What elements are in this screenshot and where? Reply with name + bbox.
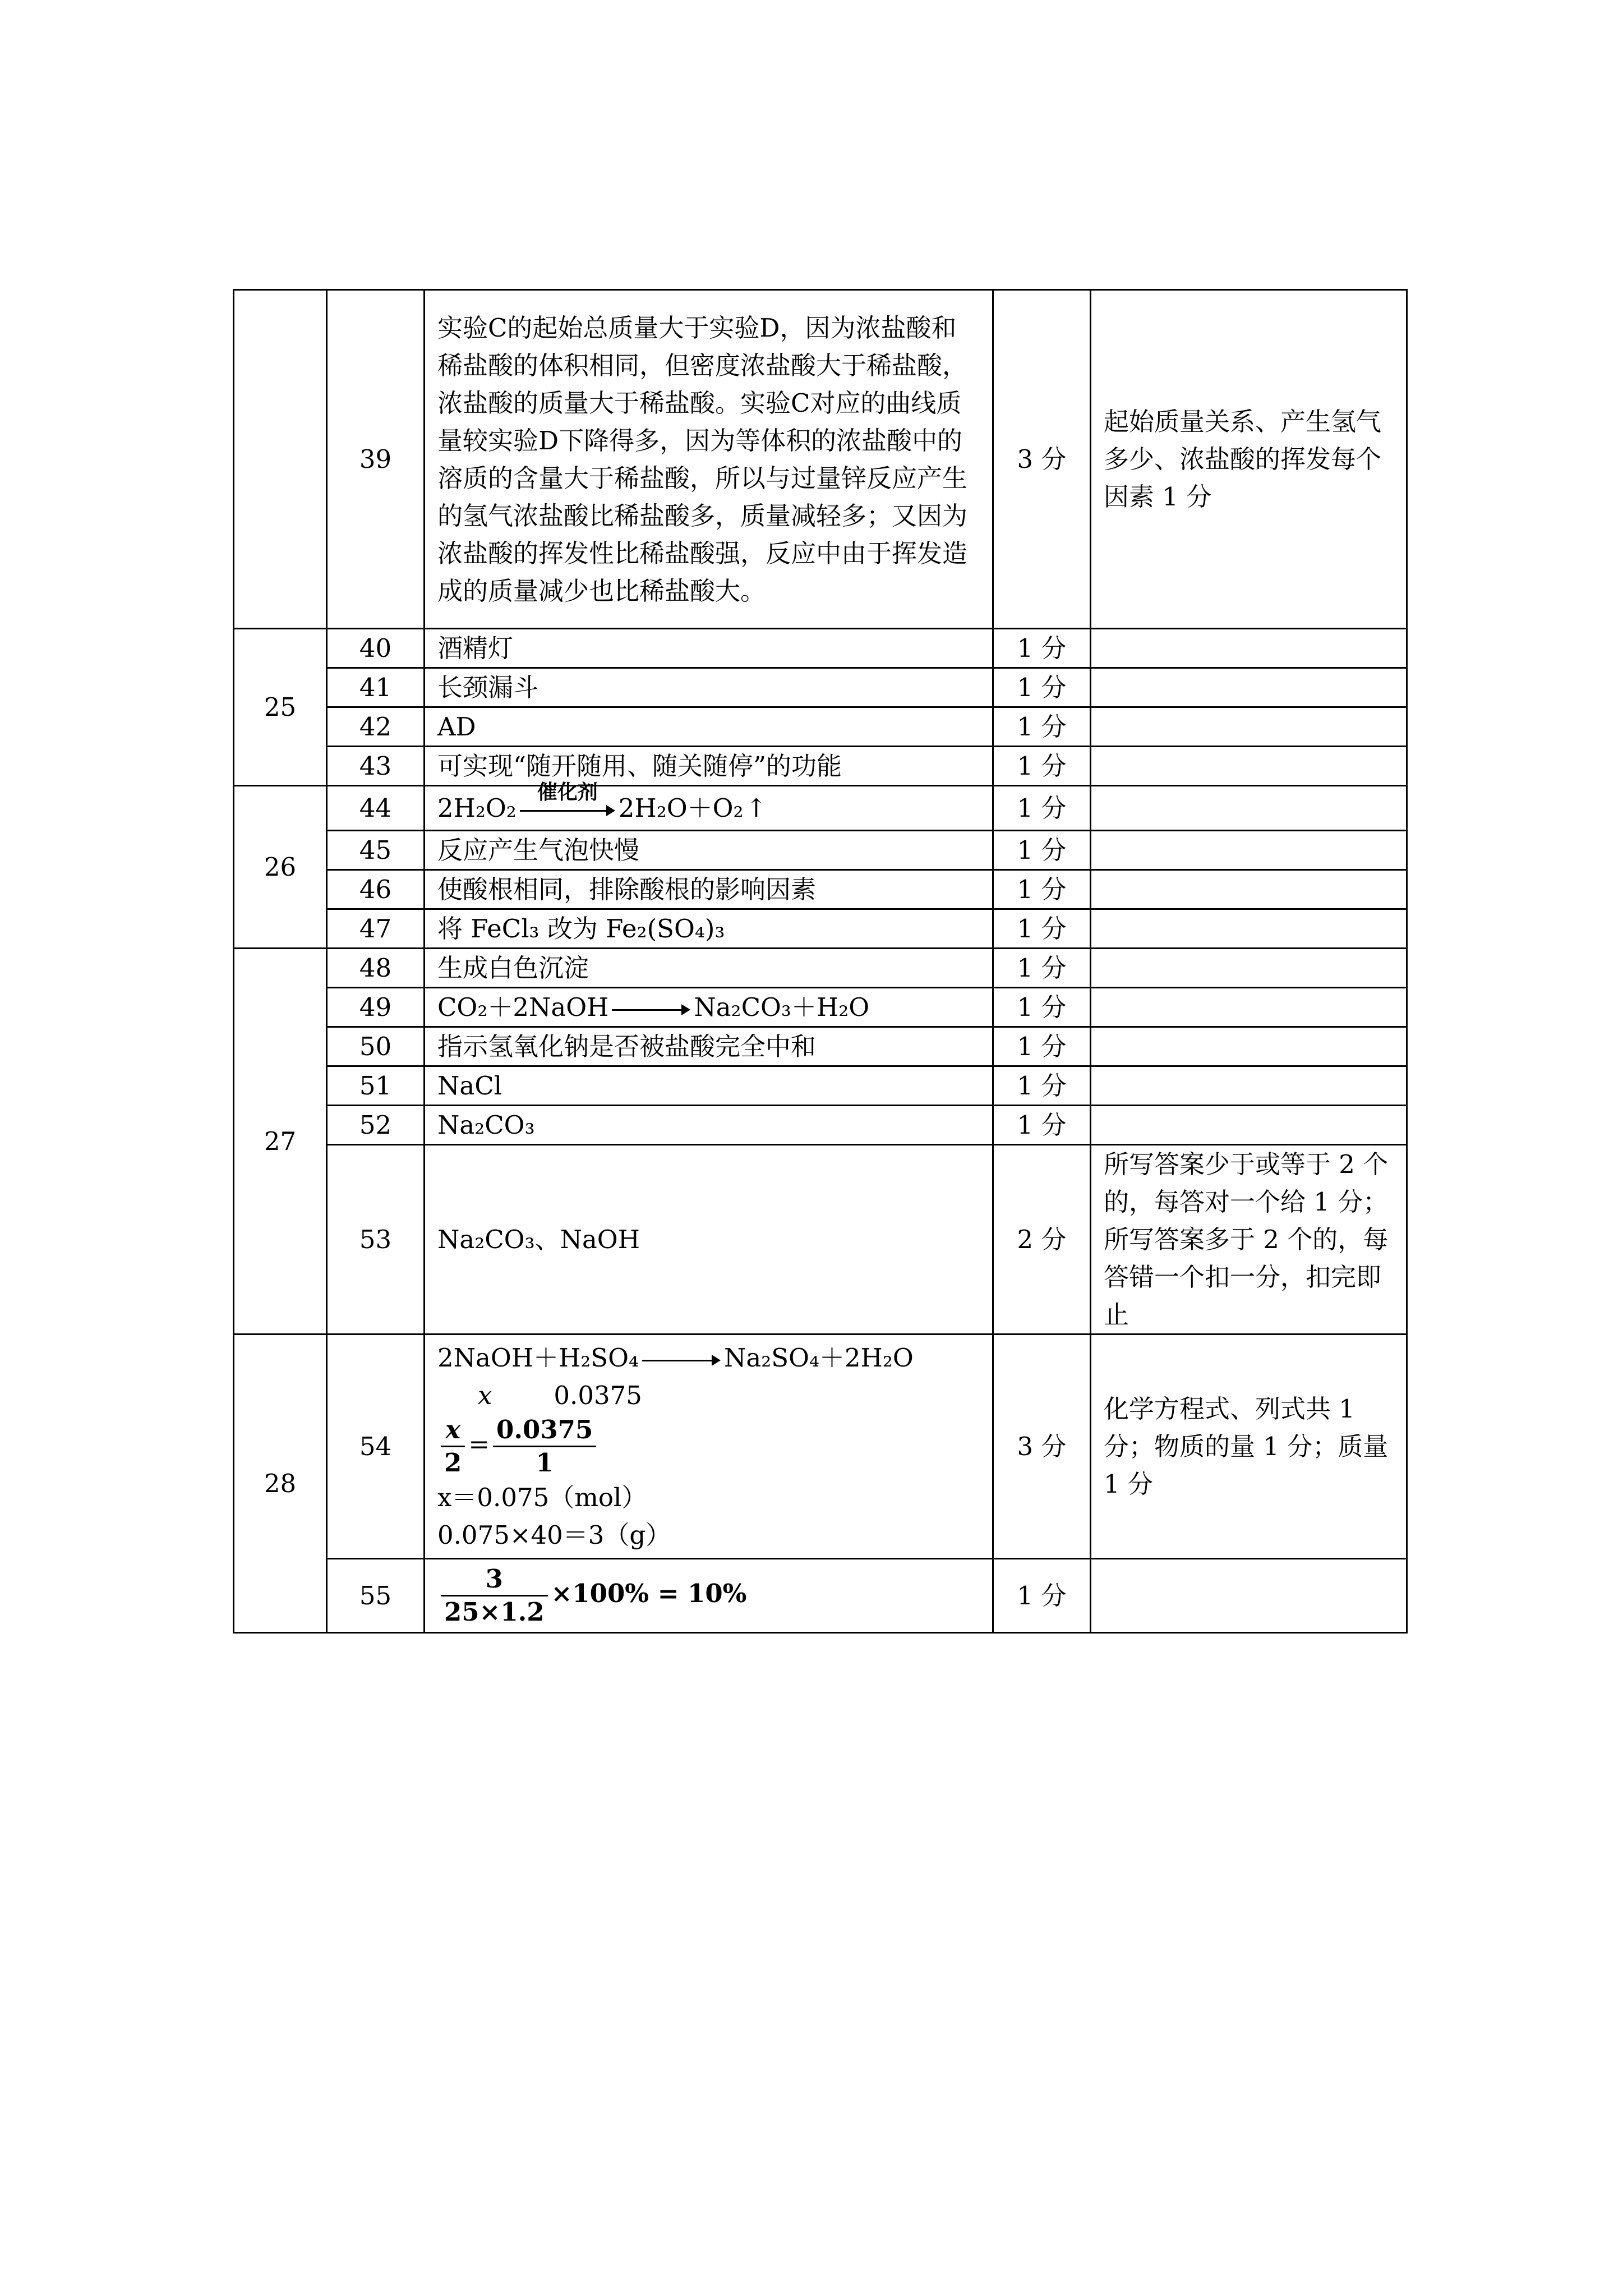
remark [1091,629,1407,668]
remark [1091,988,1407,1027]
score: 1 分 [993,668,1091,707]
answer-table [233,289,1408,1634]
result-moles: x＝0.075（mol） [437,1483,647,1512]
table-row [234,1335,1407,1559]
equation-left: CO₂＋2NaOH [437,992,609,1022]
answer-text: 反应产生气泡快慢 [425,831,993,870]
table-row [234,1145,1407,1335]
item-number: 49 [327,988,425,1027]
item-number: 54 [327,1335,425,1559]
remark [1091,707,1407,747]
score: 1 分 [993,629,1091,668]
fraction-left [441,1414,465,1479]
item-number: 55 [327,1559,425,1633]
item-number: 43 [327,747,425,786]
item-number: 53 [327,1145,425,1335]
answer-equation [425,780,993,831]
table-row [234,707,1407,747]
remark [1091,1106,1407,1145]
score: 1 分 [993,707,1091,747]
score: 1 分 [993,949,1091,988]
remark: 化学方程式、列式共 1 分；物质的量 1 分；质量 1 分 [1091,1335,1407,1559]
table-row [234,1559,1407,1633]
answer-text: NaCl [425,1066,993,1106]
item-number: 45 [327,831,425,870]
table-row [234,909,1407,949]
fraction-numerator: 3 [441,1563,548,1596]
score: 3 分 [993,1335,1091,1559]
item-number: 44 [327,786,425,831]
equation-line [437,1339,980,1377]
catalyst-label: 催化剂 [537,780,598,804]
table-row [234,629,1407,668]
item-number: 41 [327,668,425,707]
answer-calculation [425,1559,993,1633]
remark [1091,786,1407,831]
fraction [441,1563,548,1628]
remark [1091,870,1407,909]
remark [1091,668,1407,707]
remark [1091,1066,1407,1106]
remark [1091,747,1407,786]
remark [1091,909,1407,949]
gas-arrow-icon: ↑ [745,793,767,823]
table-row [234,949,1407,988]
known-quantity: 0.0375 [554,1381,642,1410]
fraction-denominator: 25×1.2 [444,1597,545,1627]
score: 1 分 [993,988,1091,1027]
table-row [234,870,1407,909]
score: 2 分 [993,1145,1091,1335]
question-number: 28 [234,1335,327,1633]
table-row [234,668,1407,707]
remark [1091,949,1407,988]
reaction-arrow [520,780,615,811]
answer-text: 酒精灯 [425,629,993,668]
table-row [234,831,1407,870]
question-number: 26 [234,786,327,949]
table-row [234,1027,1407,1066]
score: 3 分 [993,290,1091,629]
table-row [234,988,1407,1027]
answer-text: 生成白色沉淀 [425,949,993,988]
remark: 起始质量关系、产生氢气多少、浓盐酸的挥发每个因素 1 分 [1091,290,1407,629]
item-number: 52 [327,1106,425,1145]
answer-equation [425,988,993,1027]
answer-text: 指示氢氧化钠是否被盐酸完全中和 [425,1027,993,1066]
item-number: 40 [327,629,425,668]
equation-right: Na₂SO₄＋2H₂O [724,1343,914,1373]
score: 1 分 [993,786,1091,831]
item-number: 50 [327,1027,425,1066]
fraction-numerator: x [441,1414,465,1447]
item-number: 48 [327,949,425,988]
fraction-right [493,1414,596,1479]
answer-text: AD [425,707,993,747]
answer-text: 可实现“随开随用、随关随停”的功能 [425,747,993,786]
score: 1 分 [993,1106,1091,1145]
question-number: 25 [234,629,327,786]
equation-left: 2H₂O₂ [437,793,517,823]
answer-text: Na₂CO₃、NaOH [425,1145,993,1335]
fraction-numerator: 0.0375 [493,1414,596,1447]
proportion-line [437,1414,980,1479]
score: 1 分 [993,1559,1091,1633]
remark [1091,1027,1407,1066]
equation-left: 2NaOH＋H₂SO₄ [437,1343,639,1373]
answer-text: Na₂CO₃ [425,1106,993,1145]
answer-calculation [425,1335,993,1559]
fraction-denominator: 2 [444,1448,462,1478]
answer-text: 使酸根相同，排除酸根的影响因素 [425,870,993,909]
table-row [234,1106,1407,1145]
score: 1 分 [993,1027,1091,1066]
item-number: 42 [327,707,425,747]
quantity-line [437,1377,980,1414]
item-number: 39 [327,290,425,629]
table-row [234,290,1407,629]
item-number: 47 [327,909,425,949]
equals-sign: = [468,1429,490,1459]
table-row [234,1066,1407,1106]
remark [1091,1559,1407,1633]
fraction-denominator: 1 [536,1448,554,1478]
score: 1 分 [993,870,1091,909]
answer-text: 长颈漏斗 [425,668,993,707]
item-number: 46 [327,870,425,909]
equation-right: Na₂CO₃＋H₂O [694,992,870,1022]
score: 1 分 [993,1066,1091,1106]
remark [1091,831,1407,870]
table-row [234,747,1407,786]
score: 1 分 [993,831,1091,870]
question-number: 27 [234,949,327,1335]
result-mass: 0.075×40＝3（g） [437,1520,671,1550]
equation-right: 2H₂O＋O₂ [618,793,744,823]
unknown-x: x [478,1381,492,1410]
percentage-result: ×100% = 10% [551,1579,747,1608]
question-cell [234,290,327,629]
table-row [234,786,1407,831]
reaction-arrow [612,1009,690,1010]
item-number: 51 [327,1066,425,1106]
answer-text: 实验C的起始总质量大于实验D，因为浓盐酸和稀盐酸的体积相同，但密度浓盐酸大于稀盐酸，浓盐酸的质量大于稀盐酸。实验C对应的曲线质量较实验D下降得多，因为等体积的浓盐酸中的溶质的含量大于稀盐酸，所以与过量锌反应产生的氢气浓盐酸比稀盐酸多，质量减轻多；又因为浓盐酸的挥发性比稀盐酸强，反应中由于挥发造成的质量减少也比稀盐酸大。 [425,290,993,629]
remark: 所写答案少于或等于 2 个的，每答对一个给 1 分；所写答案多于 2 个的，每答错一个扣一分，扣完即止 [1091,1145,1407,1335]
answer-text: 将 FeCl₃ 改为 Fe₂(SO₄)₃ [425,909,993,949]
score: 1 分 [993,909,1091,949]
score: 1 分 [993,747,1091,786]
